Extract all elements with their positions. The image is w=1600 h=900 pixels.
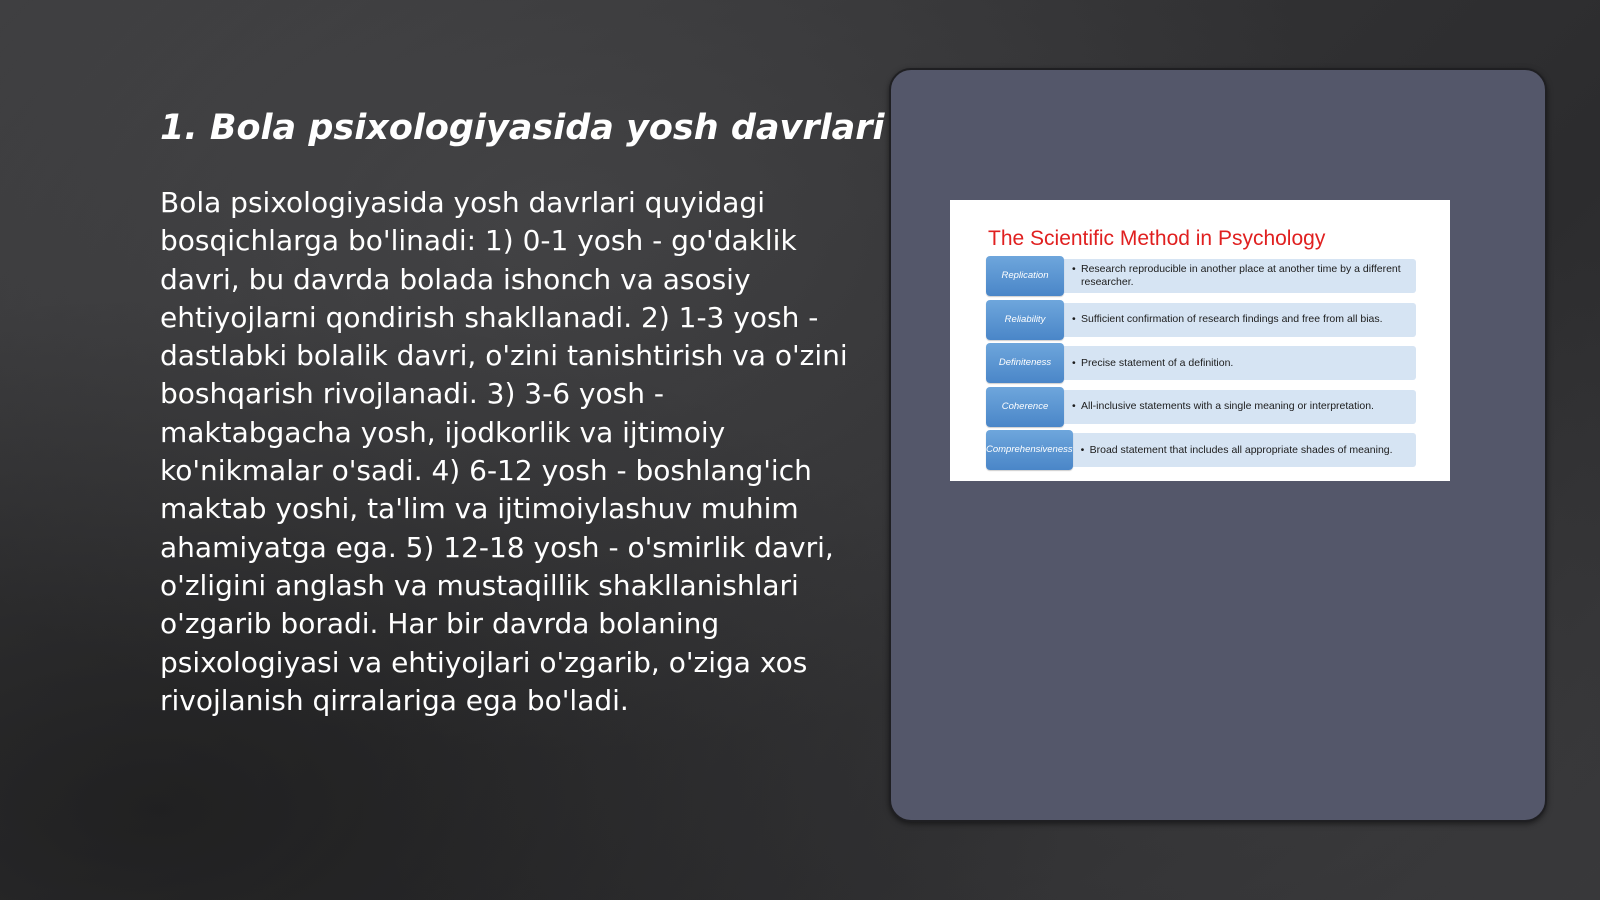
bullet-icon: • — [1072, 400, 1076, 412]
bullet-icon: • — [1080, 443, 1085, 456]
slide-body-text: Bola psixologiyasida yosh davrlari quyidagi bosqichlarga bo'linadi: 1) 0-1 yosh - go'daklik davri, bu davrda bolada ishonch va asosiy ehtiyojlarni qondirish shakllanadi. 2) 1-3 yosh - dastlabki bolalik davri, o'zini tanishtirish va o'zini boshqarish rivojlanadi. 3) 3-6 yosh - maktabgacha yosh, ijodkorlik va ijtimoiy ko'nikmalar o'sadi. 4) 6-12 yosh - boshlang'ich maktab yoshi, ta'lim va ijtimoiylashuv muhim ahamiyatga ega. 5) 12-18 yosh - o'smirlik davri, o'zligini anglash va mustaqillik shakllanishlari o'zgarib boradi. Har bir davrda bolaning psixologiyasi va ehtiyojlari o'zgarib, o'ziga xos rivojlanish qirralariga ega bo'ladi. — [160, 186, 848, 717]
figure-row — [986, 343, 1416, 383]
bullet-icon: • — [1072, 263, 1076, 275]
bullet-icon: • — [1072, 356, 1076, 369]
figure-row-label: Replication — [986, 256, 1064, 296]
figure-row-description — [1058, 346, 1416, 380]
figure-row — [986, 256, 1416, 296]
figure-row-description — [1067, 433, 1416, 467]
bullet-icon: • — [1072, 313, 1076, 325]
figure-title: The Scientific Method in Psychology — [988, 227, 1326, 250]
figure-row-label: Reliability — [986, 300, 1064, 340]
figure-row-label: Coherence — [986, 387, 1064, 427]
figure-row-text: Precise statement of a definition. — [1081, 356, 1234, 369]
slide-title: 1. Bola psixologiyasida yosh davrlari — [160, 108, 885, 148]
figure-row — [986, 300, 1416, 340]
figure-row-label: Comprehensiveness — [986, 430, 1073, 470]
figure-row — [986, 430, 1416, 470]
figure-row — [986, 387, 1416, 427]
figure-row-text: All-inclusive statements with a single meaning or interpretation. — [1081, 400, 1374, 412]
figure-row-text: Research reproducible in another place at another time by a different researcher. — [1081, 263, 1401, 288]
scientific-method-figure — [950, 200, 1450, 481]
figure-row-description — [1058, 390, 1416, 424]
figure-row-description — [1058, 259, 1416, 293]
figure-row-text: Broad statement that includes all appropriate shades of meaning. — [1089, 443, 1393, 456]
figure-row-text: Sufficient confirmation of research findings and free from all bias. — [1081, 313, 1383, 325]
figure-row-label: Definiteness — [986, 343, 1064, 383]
figure-row-description — [1058, 303, 1416, 337]
